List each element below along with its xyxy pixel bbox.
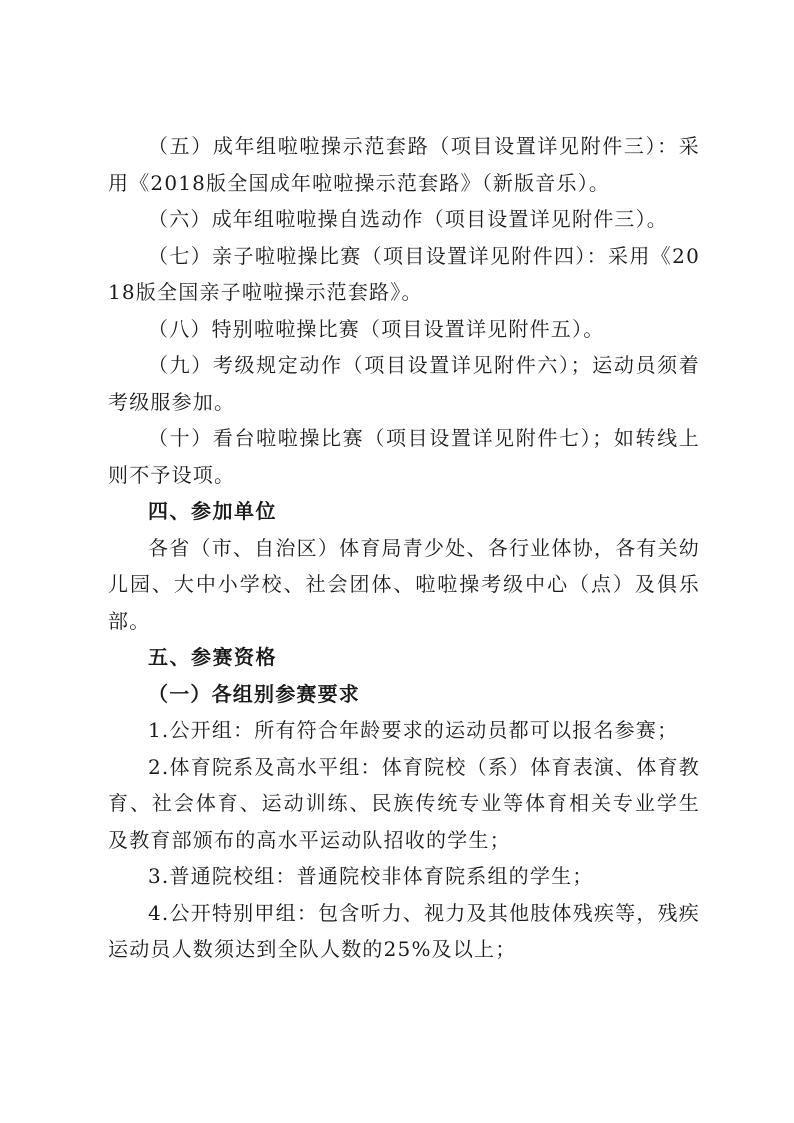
paragraph-item-9: （九）考级规定动作（项目设置详见附件六）；运动员须着考级服参加。 bbox=[108, 353, 700, 414]
requirement-item-4: 4.公开特别甲组：包含听力、视力及其他肢体残疾等，残疾运动员人数须达到全队人数的25%及以上； bbox=[108, 900, 700, 961]
requirement-item-1: 1.公开组：所有符合年龄要求的运动员都可以报名参赛； bbox=[148, 718, 679, 742]
paragraph-item-8: （八）特别啦啦操比赛（项目设置详见附件五）。 bbox=[148, 316, 605, 341]
paragraph-item-5: （五）成年组啦啦操示范套路（项目设置详见附件三）：采用《2018版全国成年啦啦操示范套路》（新版音乐）。 bbox=[108, 134, 700, 195]
section-heading-participants: 四、参加单位 bbox=[148, 499, 277, 523]
paragraph-item-10: （十）看台啦啦操比赛（项目设置详见附件七）；如转线上则不予设项。 bbox=[108, 426, 700, 487]
participants-paragraph: 各省（市、自治区）体育局青少处、各行业体协，各有关幼儿园、大中小学校、社会团体、啦啦操考级中心（点）及俱乐部。 bbox=[108, 535, 700, 633]
subsection-heading-group-requirements: （一）各组别参赛要求 bbox=[148, 681, 360, 706]
section-heading-eligibility: 五、参赛资格 bbox=[148, 645, 277, 669]
requirement-item-2: 2.体育院系及高水平组：体育院校（系）体育表演、体育教育、社会体育、运动训练、民族传统专业等体育相关专业学生及教育部颁布的高水平运动队招收的学生； bbox=[108, 754, 700, 852]
requirement-item-3: 3.普通院校组：普通院校非体育院系组的学生； bbox=[148, 864, 594, 888]
paragraph-item-6: （六）成年组啦啦操自选动作（项目设置详见附件三）。 bbox=[148, 207, 668, 231]
document-page bbox=[108, 128, 700, 968]
paragraph-item-7: （七）亲子啦啦操比赛（项目设置详见附件四）：采用《2018版全国亲子啦啦操示范套路》。 bbox=[108, 243, 700, 304]
